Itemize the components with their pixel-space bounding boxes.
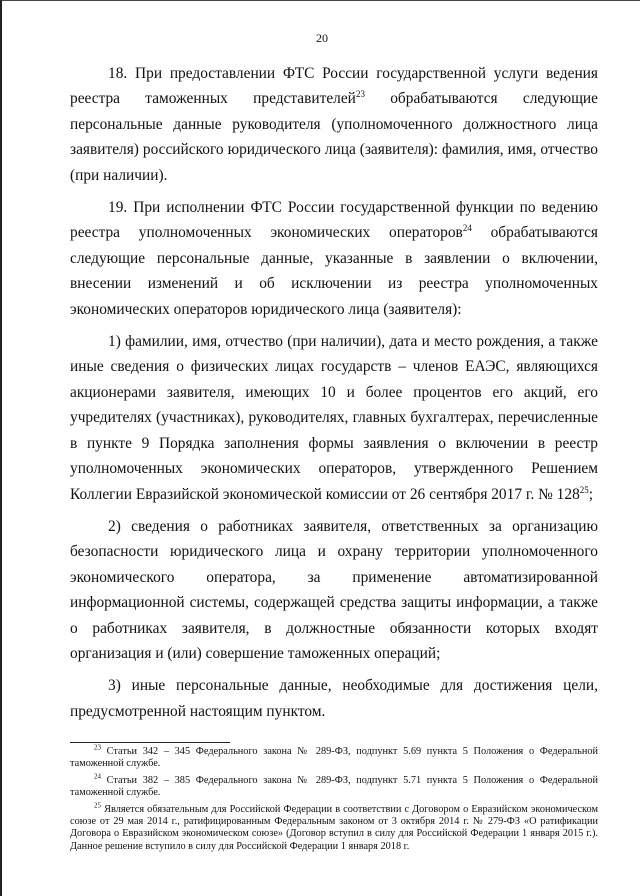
page-number: 20: [316, 31, 328, 45]
footnote-number: 23: [94, 743, 101, 752]
footnote-text: Является обязательным для Российской Федерации в соответствии с Договором о Евразийском экономическом союзе от 29 мая 2014 г., ратифицированным Федеральным законом от 3 октября 2014 г. № 279-ФЗ «О ратификации Договора о Евразийском экономическом союзе» (Договор вступил в силу для Российской Федерации 1 января 2015 г.). Данное решение вступило в силу для Российской Федерации 1 января 2018 г.: [70, 803, 598, 852]
footnote-25: [70, 801, 598, 854]
list-item-3: [70, 673, 598, 724]
footnote-text: Статьи 382 – 385 Федерального закона № 289-ФЗ, подпункт 5.71 пункта 5 Положения о Федеральной таможенной службе.: [70, 774, 598, 799]
paragraph-text-tail: обрабатываются следующие персональные данные руководителя (уполномоченного должностного лица заявителя) российского юридического лица (заявителя): фамилия, имя, отчество (при наличии).: [70, 90, 598, 184]
paragraph-text-tail: ;: [588, 485, 594, 503]
footnote-number: 24: [94, 772, 101, 781]
footnote-23: [70, 743, 598, 771]
list-item-2: [70, 514, 598, 666]
footnote-24: [70, 772, 598, 800]
footnote-ref[interactable]: 23: [355, 89, 365, 100]
paragraph-text: 19. При исполнении ФТС России государственной функции по ведению реестра уполномоченных экономических операторов: [70, 199, 598, 242]
footnote-ref[interactable]: 24: [462, 223, 472, 234]
paragraph-text: 3) иные персональные данные, необходимые для достижения цели, предусмотренной настоящим пунктом.: [70, 677, 598, 720]
paragraph-text: 1) фамилии, имя, отчество (при наличии), дата и место рождения, а также иные сведения о физических лицах государств – членов ЕАЭС, являющихся акционерами заявителя, имеющих 10 и более процентов его акций, его учредителях (участниках), руководителях, главных бухгалтерах, перечисленные в пункте 9 Порядка заполнения формы заявления о включении в реестр уполномоченных экономических операторов, утвержденного Решением Коллегии Евразийской экономической комиссии от 26 сентября 2017 г. № 128: [70, 333, 598, 503]
list-item-1: [70, 329, 598, 507]
paragraph-text: 2) сведения о работниках заявителя, ответственных за организацию безопасности юридического лица и охрану территории уполномоченного экономического оператора, за применение автоматизированной информационной системы, содержащей средства защиты информации, а также о работниках заявителя, в должностные обязанности которых входят организация и (или) совершение таможенных операций;: [70, 517, 598, 662]
footnotes: [70, 743, 598, 857]
footnote-text: Статьи 342 – 345 Федерального закона № 289-ФЗ, подпункт 5.69 пункта 5 Положения о Федеральной таможенной службе.: [70, 746, 598, 770]
document-body: [70, 61, 598, 731]
paragraph-18: [70, 61, 598, 188]
paragraph-text: 18. При предоставлении ФТС России государственной услуги ведения реестра таможенных представителей: [70, 65, 598, 108]
footnote-ref[interactable]: 25: [579, 484, 589, 495]
footnote-number: 25: [94, 801, 101, 810]
paragraph-19: [70, 195, 598, 322]
paragraph-text-tail: обрабатываются следующие персональные данные, указанные в заявлении о включении, внесении изменений и об исключении из реестра уполномоченных экономических операторов юридического лица (заявителя):: [70, 224, 598, 318]
